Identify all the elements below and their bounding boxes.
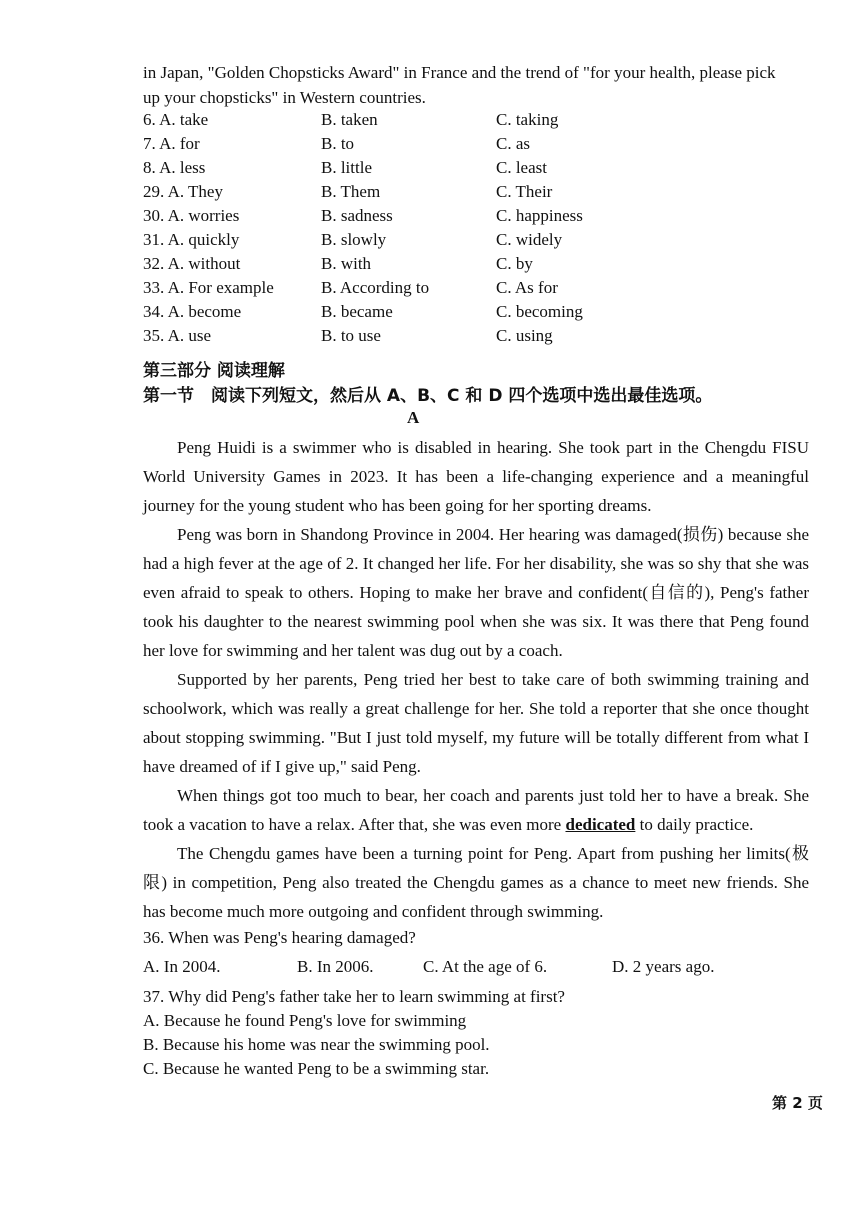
question-number: 35.	[143, 326, 165, 345]
option-row-31	[143, 228, 803, 252]
question-number: 33.	[143, 278, 165, 297]
option-a: 35. A. use	[143, 326, 212, 345]
option-row-7	[143, 132, 803, 156]
intro-line-2: up your chopsticks" in Western countries.	[143, 88, 426, 107]
option-row-33	[143, 276, 803, 300]
option-b: B. taken	[321, 110, 378, 129]
underlined-word: dedicated	[565, 815, 636, 834]
question-number: 6.	[143, 110, 156, 129]
option-b: B. became	[321, 302, 393, 321]
reading-passage	[143, 433, 809, 926]
question-36-options	[143, 957, 803, 981]
option-a: 6. A. take	[143, 110, 209, 129]
option-row-6	[143, 108, 803, 132]
part-heading: 第三部分 阅读理解	[143, 361, 285, 381]
option-b: B. little	[321, 158, 372, 177]
option-row-34	[143, 300, 803, 324]
option-a: 34. A. become	[143, 302, 242, 321]
option-c: C. least	[496, 158, 547, 177]
option-b: B. Because his home was near the swimming pool.	[143, 1035, 490, 1054]
option-row-32	[143, 252, 803, 276]
paragraph-3: Supported by her parents, Peng tried her best to take care of both swimming training and schoolwork, which was really a great challenge for her. She told a reporter that she once thought about stopping swimming. "But I just told myself, my future will be totally different from what I have dreamed of if I give up," said Peng.	[143, 670, 809, 776]
option-c: C. becoming	[496, 302, 583, 321]
option-a: 31. A. quickly	[143, 230, 240, 249]
paragraph-4: When things got too much to bear, her coach and parents just told her to have a break. She took a vacation to have a relax. After that, she was even more dedicated to daily practice.	[143, 786, 809, 834]
page-number: 第 2 页	[772, 1094, 823, 1112]
option-b: B. Them	[321, 182, 381, 201]
question-number: 8.	[143, 158, 156, 177]
question-number: 7.	[143, 134, 156, 153]
question-37	[143, 985, 823, 1081]
question-number: 30.	[143, 206, 165, 225]
option-c: C. Because he wanted Peng to be a swimming star.	[143, 1059, 490, 1078]
option-row-29	[143, 180, 803, 204]
passage-label: A	[407, 408, 420, 427]
question-number: 31.	[143, 230, 165, 249]
option-b: B. to	[321, 134, 355, 153]
option-row-8	[143, 156, 803, 180]
option-c: C. Their	[496, 182, 553, 201]
option-row-35	[143, 324, 803, 348]
option-a: 29. A. They	[143, 182, 223, 201]
paragraph-5: The Chengdu games have been a turning point for Peng. Apart from pushing her limits(极限) in competition, Peng also treated the Chengdu games as a chance to meet new friends. She has become much more outgoing and confident through swimming.	[143, 844, 809, 921]
intro-line-1: in Japan, "Golden Chopsticks Award" in France and the trend of "for your health, please pick	[143, 63, 776, 82]
option-c: C. happiness	[496, 206, 583, 225]
option-a: 33. A. For example	[143, 278, 274, 297]
option-a: 30. A. worries	[143, 206, 240, 225]
option-c: C. as	[496, 134, 530, 153]
question-37-stem: 37. Why did Peng's father take her to learn swimming at first?	[143, 987, 565, 1006]
option-a: 8. A. less	[143, 158, 206, 177]
option-c: C. by	[496, 254, 533, 273]
option-a: A. Because he found Peng's love for swimming	[143, 1011, 467, 1030]
option-c: C. taking	[496, 110, 559, 129]
question-number: 32.	[143, 254, 165, 273]
option-a: 7. A. for	[143, 134, 200, 153]
option-b: B. to use	[321, 326, 381, 345]
option-b: B. sadness	[321, 206, 393, 225]
option-d: D. 2 years ago.	[612, 957, 715, 976]
option-c: C. At the age of 6.	[423, 957, 548, 976]
option-b: B. According to	[321, 278, 430, 297]
option-c: C. As for	[496, 278, 558, 297]
intro-text	[143, 60, 813, 110]
question-number: 29.	[143, 182, 165, 201]
option-b: B. slowly	[321, 230, 387, 249]
section-instruction: 第一节 阅读下列短文，然后从 A、B、C 和 D 四个选项中选出最佳选项。	[143, 386, 713, 406]
paragraph-2: Peng was born in Shandong Province in 2004. Her hearing was damaged(损伤) because she had a high fever at the age of 2. It changed her life. For her disability, she was so shy that she was even afraid to speak to others. Hoping to make her brave and confident(自信的), Peng's father took his daughter to the nearest swimming pool when she was six. It was there that Peng found her love for swimming and her talent was dug out by a coach.	[143, 525, 809, 660]
question-36: 36. When was Peng's hearing damaged?	[143, 928, 416, 947]
option-b: B. In 2006.	[297, 957, 374, 976]
option-a: A. In 2004.	[143, 957, 221, 976]
option-row-30	[143, 204, 803, 228]
question-number: 34.	[143, 302, 165, 321]
option-a: 32. A. without	[143, 254, 241, 273]
option-b: B. with	[321, 254, 372, 273]
paragraph-1: Peng Huidi is a swimmer who is disabled in hearing. She took part in the Chengdu FISU World University Games in 2023. It has been a life-changing experience and a meaningful journey for the young student who has been going for her sporting dreams.	[143, 438, 809, 515]
option-c: C. using	[496, 326, 553, 345]
option-c: C. widely	[496, 230, 563, 249]
